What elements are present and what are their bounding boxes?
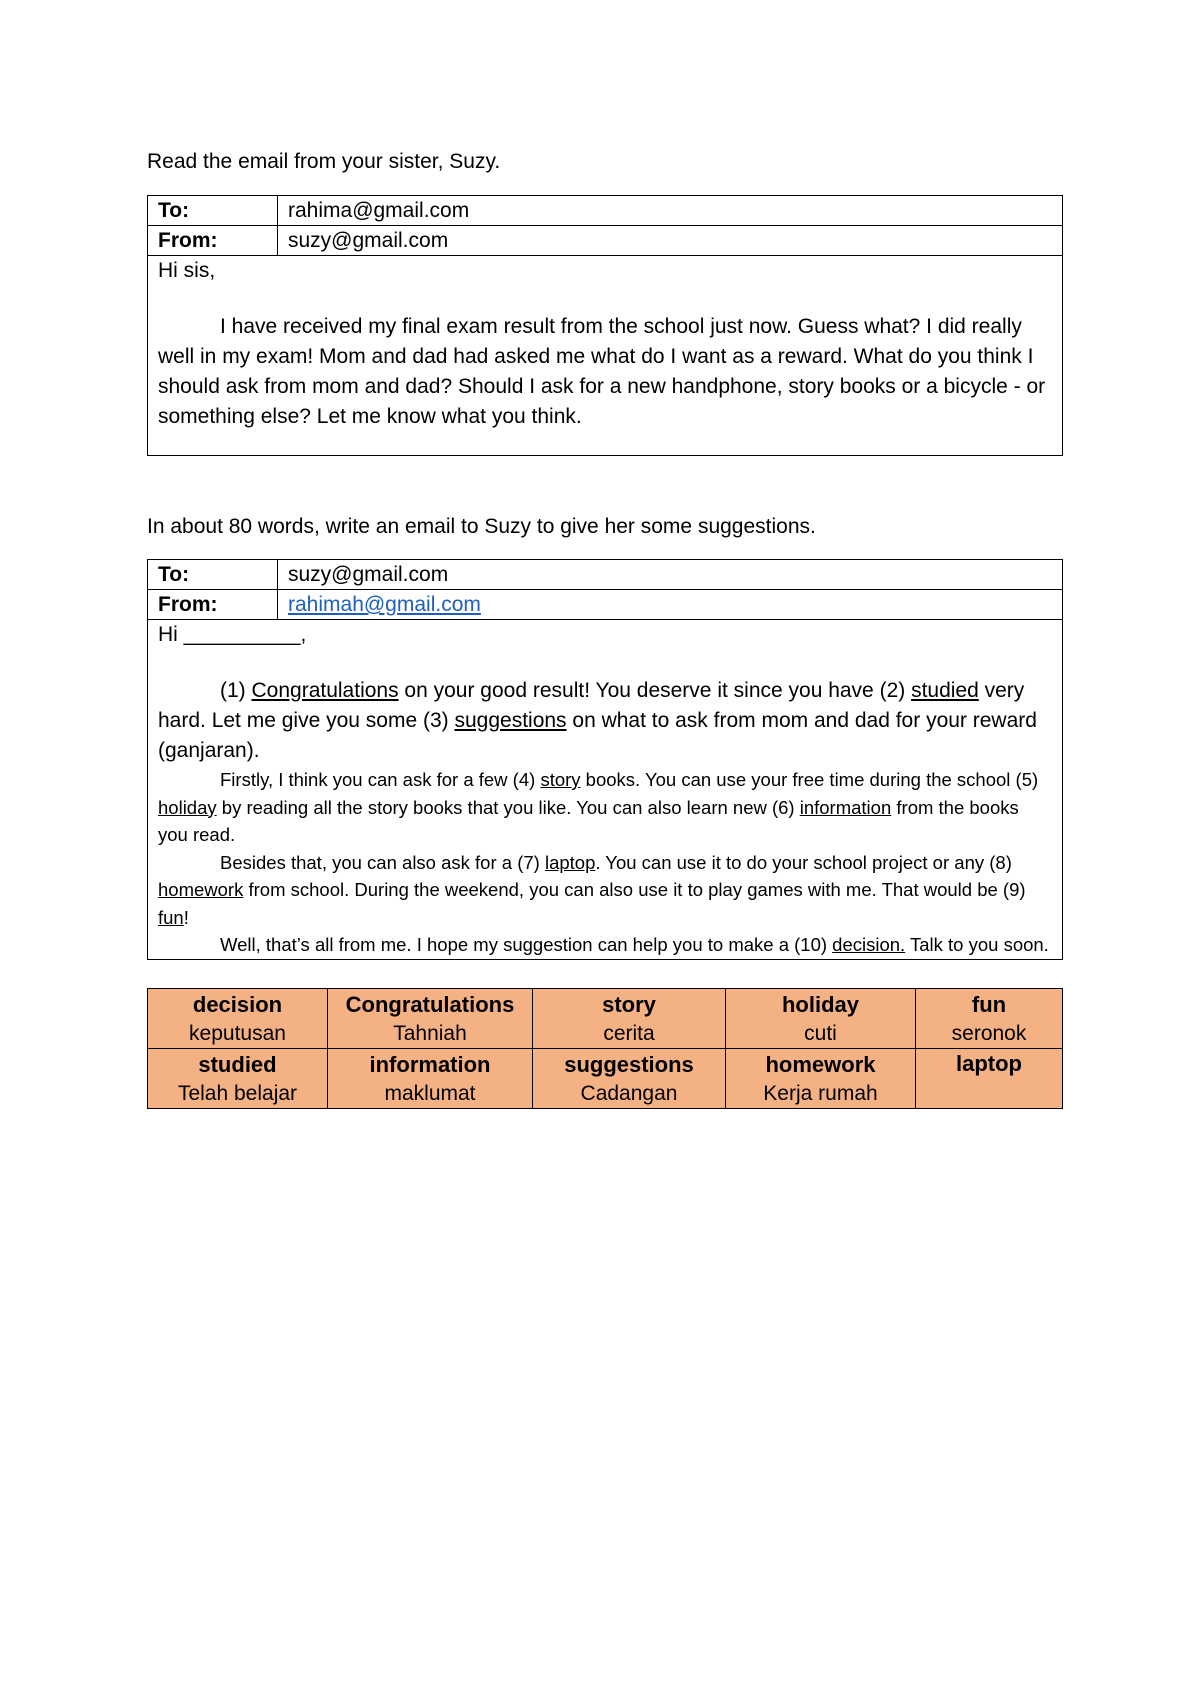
answer-8: homework [158,879,244,900]
vocab-cell [916,1049,1063,1109]
from-label: From: [148,226,278,256]
vocab-meaning: Cadangan [580,1081,678,1105]
vocab-cell [328,1049,533,1109]
email1-greeting: Hi sis, [158,259,216,282]
answer-1: Congratulations [251,679,399,702]
write-instruction: In about 80 words, write an email to Suzy to give her some suggestions. [147,515,816,538]
vocab-cell [533,1049,726,1109]
vocab-cell [726,989,916,1049]
vocab-meaning: Telah belajar [177,1081,298,1105]
vocabulary-row-2 [148,1049,1063,1109]
vocab-cell [916,989,1063,1049]
email1-from-row [148,226,1063,256]
vocab-meaning: keputusan [189,1021,286,1045]
vocab-word: studied [198,1051,277,1077]
email2-paragraph-2: Firstly, I think you can ask for a few (4) story books. You can use your free time during the school (5) holiday by reading all the story books that you like. You can also learn new (6) information from the books you read. [158,769,1039,845]
from-label: From: [148,590,278,620]
to-value: suzy@gmail.com [278,560,1063,590]
to-label: To: [148,560,278,590]
vocab-meaning: seronok [951,1021,1027,1045]
vocab-word: laptop [956,1051,1022,1076]
email2-body [148,620,1063,960]
vocab-meaning: maklumat [384,1081,476,1105]
email2-paragraph-1: (1) Congratulations on your good result! You deserve it since you have (2) studied very hard. Let me give you some (3) suggestions on what to ask from mom and dad for your reward (ganjaran). [158,679,1037,762]
answer-4: story [540,769,581,790]
vocab-cell [148,989,328,1049]
email2-to-row [148,560,1063,590]
to-value: rahima@gmail.com [278,196,1063,226]
email1-message: I have received my final exam result from the school just now. Guess what? I did really well in my exam! Mom and dad had asked me what do I want as a reward. What do you think I should ask from mom and dad? Should I ask for a new handphone, story books or a bicycle - or something else? Let me know what you think. [158,315,1046,428]
answer-10: decision. [832,934,906,955]
answer-5: holiday [158,796,217,818]
received-email [147,195,1063,456]
from-value: suzy@gmail.com [278,226,1063,256]
vocab-meaning: cerita [603,1021,655,1045]
reply-email [147,559,1063,960]
email1-body [148,256,1063,456]
vocabulary-table [147,988,1063,1109]
email2-paragraph-3: Besides that, you can also ask for a (7) laptop. You can use it to do your school project or any (8) homework from school. During the weekend, you can also use it to play games with me. That would be (9) fun! [158,851,1026,928]
answer-2: studied [911,679,979,702]
answer-9: fun [158,906,184,928]
read-instruction: Read the email from your sister, Suzy. [147,150,501,173]
vocab-cell [533,989,726,1049]
answer-6: information [799,796,892,818]
email2-paragraph-4: Well, that’s all from me. I hope my suggestion can help you to make a (10) decision. Talk to you soon. [220,934,1049,955]
vocab-word: suggestions [564,1051,694,1077]
vocab-word: homework [765,1051,876,1077]
vocab-cell [328,989,533,1049]
vocab-word: decision [192,991,283,1017]
vocab-word: Congratulations [345,991,515,1017]
vocab-word: holiday [781,991,859,1017]
vocab-cell [726,1049,916,1109]
vocab-cell [148,1049,328,1109]
email2-from-row [148,590,1063,620]
vocab-meaning: Tahniah [393,1021,467,1045]
answer-3: suggestions [454,709,567,732]
vocab-meaning: cuti [804,1021,837,1045]
answer-7: laptop [544,851,596,873]
vocabulary-row-1 [148,989,1063,1049]
to-label: To: [148,196,278,226]
vocab-word: fun [971,991,1007,1017]
vocab-word: story [602,991,656,1017]
vocab-word: information [369,1051,491,1077]
from-email-link[interactable]: rahimah@gmail.com [288,593,481,616]
vocab-meaning: Kerja rumah [763,1081,878,1105]
email1-to-row [148,196,1063,226]
email2-greeting: Hi __________, [158,623,307,646]
